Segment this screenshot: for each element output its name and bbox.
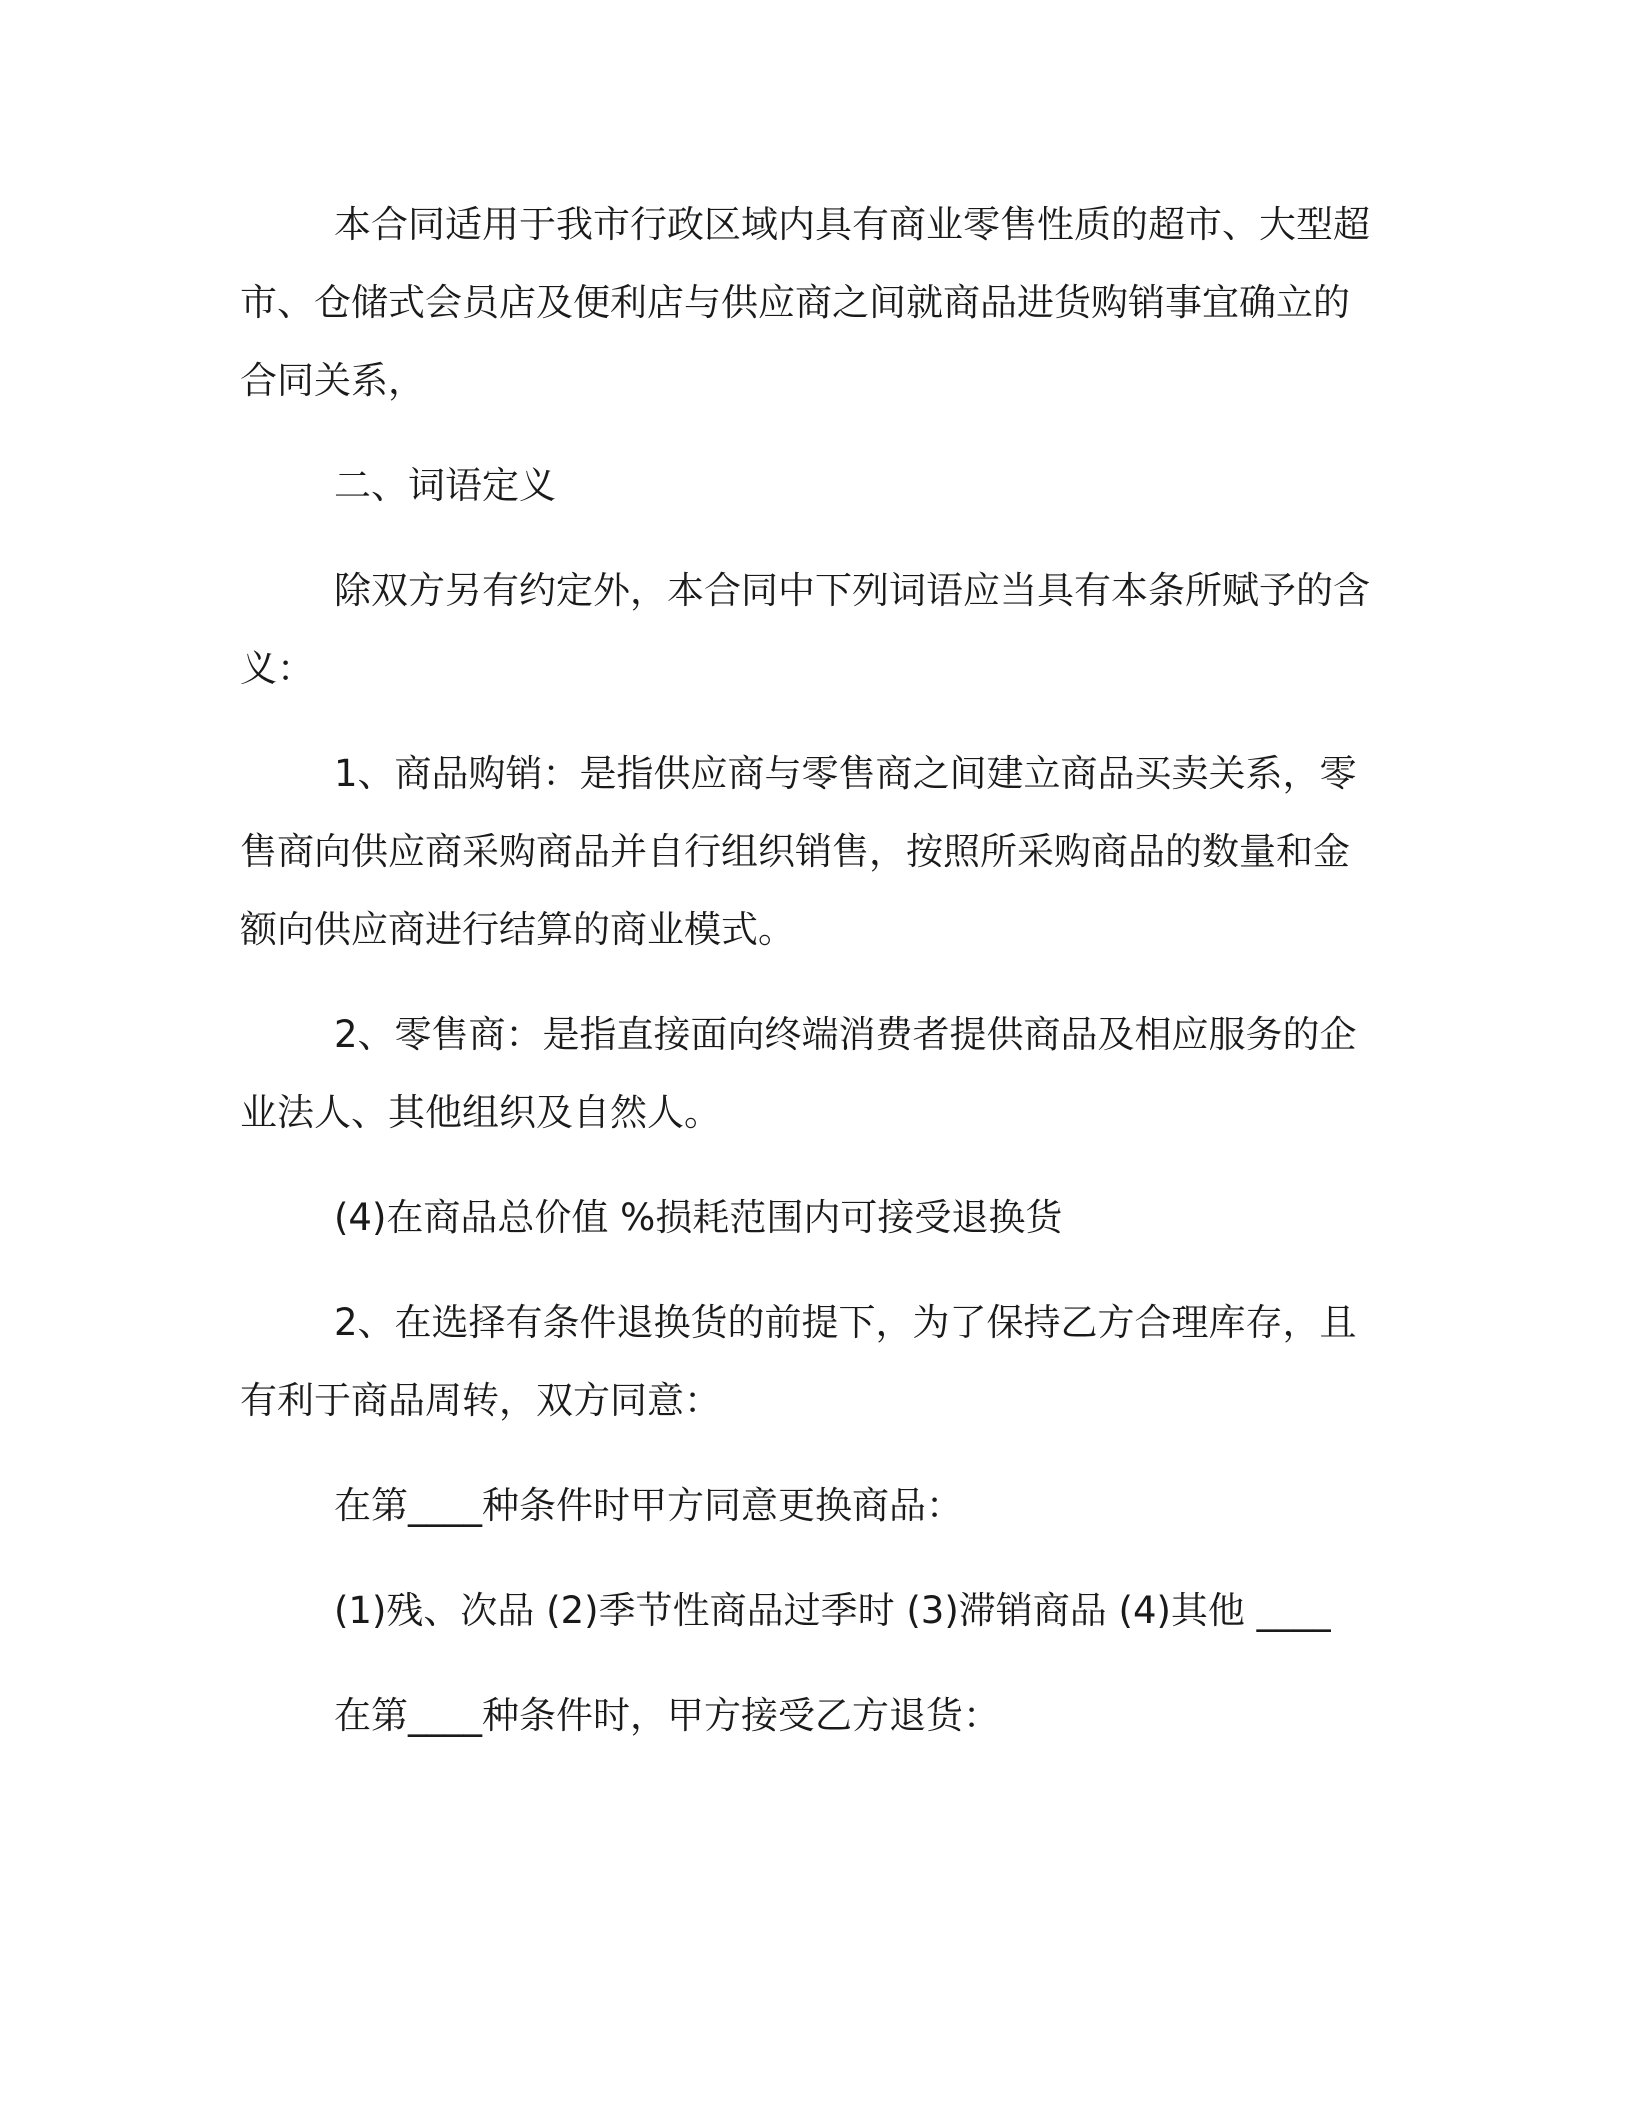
paragraph-exchange-condition: 在第____种条件时甲方同意更换商品： — [334, 1484, 963, 1527]
paragraph-return-condition: 在第____种条件时，甲方接受乙方退货： — [334, 1694, 1000, 1737]
paragraph-definition-purchase-sale: 1、商品购销：是指供应商与零售商之间建立商品买卖关系，零售商向供应商采购商品并自行组织销售，按照所采购商品的数量和金额向供应商进行结算的商业模式。 — [240, 752, 1357, 951]
paragraph-loss-range: (4)在商品总价值 %损耗范围内可接受退换货 — [334, 1196, 1063, 1239]
paragraph-exchange-options: (1)残、次品 (2)季节性商品过季时 (3)滞销商品 (4)其他 ____ — [334, 1589, 1331, 1632]
paragraph-scope: 本合同适用于我市行政区域内具有商业零售性质的超市、大型超市、仓储式会员店及便利店与供应商之间就商品进货购销事宜确立的合同关系， — [240, 203, 1370, 402]
paragraph-conditional-return: 2、在选择有条件退换货的前提下，为了保持乙方合理库存，且有利于商品周转，双方同意： — [240, 1301, 1357, 1422]
paragraph-definition-retailer: 2、零售商：是指直接面向终端消费者提供商品及相应服务的企业法人、其他组织及自然人。 — [240, 1013, 1357, 1134]
paragraph-definitions-intro: 除双方另有约定外，本合同中下列词语应当具有本条所赋予的含义： — [240, 569, 1370, 690]
section-heading-definitions: 二、词语定义 — [334, 464, 556, 507]
document-body — [240, 186, 1370, 1782]
